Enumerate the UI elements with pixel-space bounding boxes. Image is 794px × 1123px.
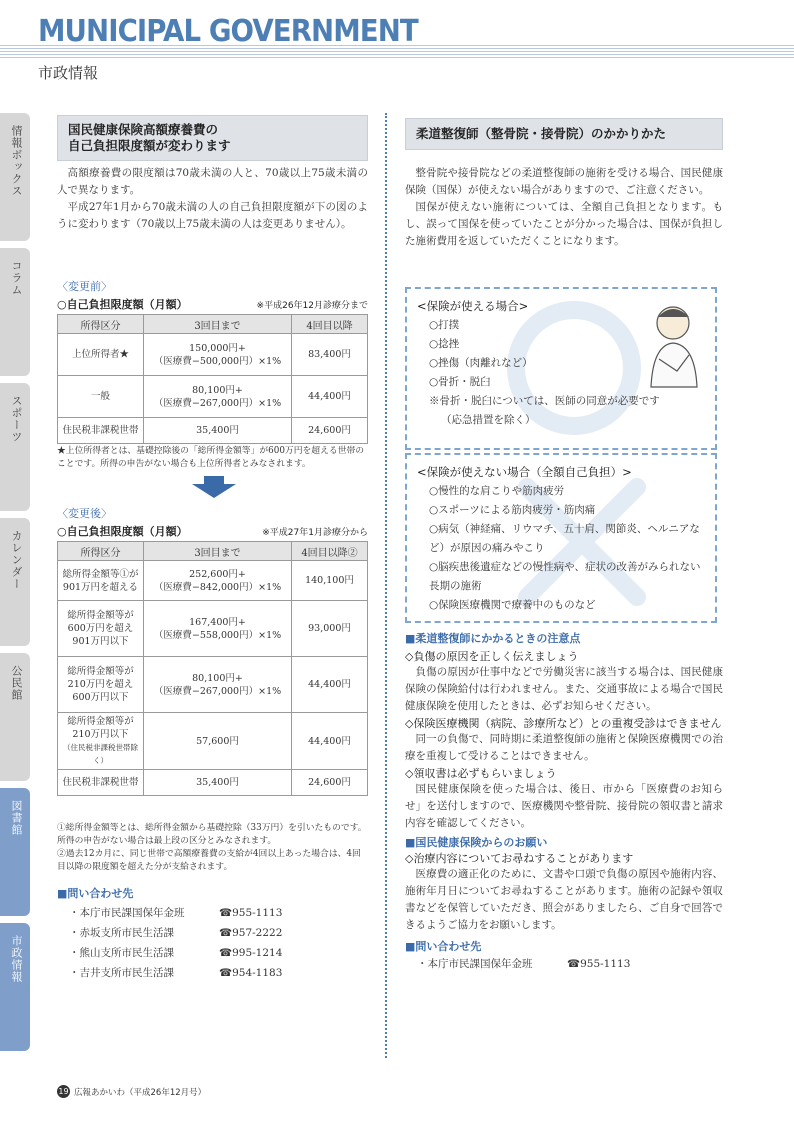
list-item: ・本庁市民課国保年金班 ☎955-1113 [69,907,283,919]
side-tab-column[interactable]: コラム [0,248,30,376]
table-row: 総所得金額等が 210万円以下 （住民税非課税世帯除く） 57,600円 44,400円 [58,713,368,770]
list-item: ・本庁市民課国保年金班 ☎955-1113 [417,958,631,970]
table-row: 住民税非課税世帯 35,400円 24,600円 [58,770,368,796]
side-tab-municipal-info[interactable]: 市政情報 [0,923,30,1051]
list-item: ○脳疾患後遺症などの慢性病や、症状の改善がみられない長期の施術 [429,561,701,592]
usable-list: <保険が使える場合> ○打撲 ○捻挫 ○挫傷（肉離れなど） ○骨折・脱臼 ※骨折・脱臼については、医師の同意が必要です （応急措置を除く） [407,289,715,430]
before-subtitle-row: ○自己負担限度額（月額） ※平成26年12月診療分まで [57,298,368,311]
list-item: ○挫傷（肉離れなど） [429,357,533,369]
side-tab-calendar[interactable]: カレンダー [0,518,30,646]
side-tab-sports[interactable]: スポーツ [0,383,30,511]
table-header-row: 所得区分 3回目まで 4回目以降② [58,542,368,561]
list-item: ○捻挫 [429,338,460,350]
side-tabs [0,113,30,1058]
table-header-row: 所得区分 3回目まで 4回目以降 [58,315,368,334]
publication-name: 広報あかいわ（平成26年12月号） [74,1087,207,1098]
list-item: ○スポーツによる筋肉疲労・筋肉痛 [429,504,596,516]
list-item: ・熊山支所市民生活課 ☎995-1214 [69,947,283,959]
list-item: ○病気（神経痛、リウマチ、五十肩、関節炎、ヘルニアなど）が原因の痛みやこり [429,523,700,554]
table-row: 一般 80,100円+ （医療費−267,000円）×1% 44,400円 [58,376,368,418]
after-footnote-2: ②過去12カ月に、同じ世帯で高額療養費の支給が4回以上あった場合は、4回目以降の限度額を超えた分が支給されます。 [57,849,361,872]
table-row: 上位所得者★ 150,000円+ （医療費−500,000円）×1% 83,400円 [58,334,368,376]
side-tab-library[interactable]: 図書館 [0,788,30,916]
table-row: 総所得金額等が 210万円を超え 600万円以下 80,100円+ （医療費−267,000円）×1% 44,400円 [58,657,368,713]
before-table-wrap [57,314,368,444]
unusable-cases-box [405,453,717,623]
side-tab-community-center[interactable]: 公民館 [0,653,30,781]
before-footnote: ★上位所得者とは、基礎控除後の「総所得金額等」が600万円を超える世帯のことです。所得の申告がない場合も上位所得者とみなされます。 [57,446,365,469]
left-intro: 高額療養費の限度額は70歳未満の人と、70歳以上75歳未満の人で異なります。 平成27年1月から70歳未満の人の自己負担限度額が下の図のように変わります（70歳以上75歳未満の人は変更ありません）。 [57,167,368,230]
before-fee-table [57,314,368,444]
left-contact-title: ■問い合わせ先 [57,887,134,900]
after-footnote-1: ①総所得金額等とは、総所得金額から基礎控除（33万円）を引いたものです。所得の申告がない場合は最上段の区分とみなされます。 [57,823,367,846]
list-item: ○慢性的な肩こりや筋肉疲労 [429,485,565,497]
table-row: 住民税非課税世帯 35,400円 24,600円 [58,418,368,444]
list-item: ・赤坂支所市民生活課 ☎957-2222 [69,927,283,939]
right-notes: ■柔道整復師にかかるときの注意点 ◇負傷の原因を正しく伝えましょう 負傷の原因が仕事中などで労働災害に該当する場合は、国民健康保険の保険給付は行われません。また、交通事故による場合で国民健康保険を使用したときは、必ずお知らせください。 ◇保険医療機関（病院、診療所など）との重複受診はできません 同一の負傷で、同時期に柔道整復師の施術と保険医療機関での治療を重複して受けることはできません。 ◇領収書は必ずもらいましょう 国民健康保険を使った場合は、後日、市から「医療費のお知らせ」を送付しますので、医療機関や整骨院、接骨院の領収書と請求内容を確認してください。 ■国民健康保険からのお願い ◇治療内容についてお尋ねすることがあります 医療費の適正化のために、文書や口頭で負傷の原因や施術内容、施術年月日についてお尋ねすることがあります。施術の記録や領収書などを保管していただき、照会がありましたら、ご自身で回答できるようご協力をお願いします。 ■問い合わせ先 ・本庁市民課国保年金班 ☎955-1113 [405,630,723,974]
unusable-list: <保険が使えない場合（全額自己負担）> ○慢性的な肩こりや筋肉疲労 ○スポーツによる筋肉疲労・筋肉痛 ○病気（神経痛、リウマチ、五十肩、関節炎、ヘルニアなど）が原因の痛みやこり ○脳疾患後遺症などの慢性病や、症状の改善がみられない長期の施術 ○保険医療機関で療養中のものなど [407,455,715,615]
down-arrow-icon [190,476,238,498]
after-table-wrap [57,541,368,796]
page-number: 19 [58,1087,69,1096]
left-contact-list [57,903,368,983]
page-title: MUNICIPAL GOVERNMENT [38,14,418,49]
table-row: 総所得金額等が 600万円を超え 901万円以下 167,400円+ （医療費−558,000円）×1% 93,000円 [58,601,368,657]
list-item: ○骨折・脱臼 [429,376,491,388]
side-tab-info-box[interactable]: 情報ボックス [0,113,30,241]
after-fee-table [57,541,368,796]
before-label: 〈変更前〉 [57,280,112,293]
column-divider [385,113,387,1058]
page-footer [57,1085,206,1098]
list-item: ○打撲 [429,319,460,331]
after-label: 〈変更後〉 [57,507,112,520]
usable-cases-box [405,287,717,450]
after-subtitle-row: ○自己負担限度額（月額） ※平成27年1月診療分から [57,525,368,538]
list-item: ・吉井支所市民生活課 ☎954-1183 [69,967,283,979]
page-subtitle: 市政情報 [38,64,99,82]
right-intro: 整骨院や接骨院などの柔道整復師の施術を受ける場合、国民健康保険（国保）が使えない場合がありますので、ご注意ください。 国保が使えない施術については、全額自己負担となります。もし、誤って国保を使っていたことが分かった場合は、国保が負担した施術費用を返していただくことになります。 [405,167,723,247]
table-row: 総所得金額等①が 901万円を超える 252,600円+ （医療費−842,000円）×1% 140,100円 [58,561,368,601]
left-heading: 国民健康保険高額療養費の 自己負担限度額が変わります [57,115,368,161]
right-heading: 柔道整復師（整骨院・接骨院）のかかりかた [405,118,723,150]
list-item: ○保険医療機関で療養中のものなど [429,599,596,611]
